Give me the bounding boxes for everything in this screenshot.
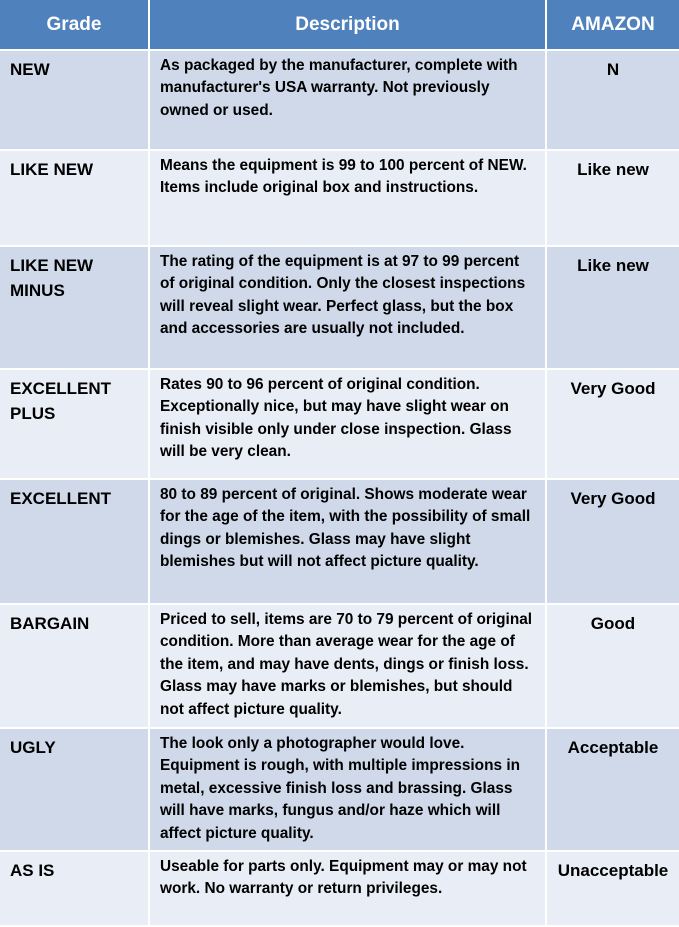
description-cell: The look only a photographer would love. Equipment is rough, with multiple impressions in metal, excessive finish loss and brassing. Glass will have marks, fungus and/or haze which will affect picture quality. (150, 729, 547, 852)
description-cell: As packaged by the manufacturer, complete with manufacturer's USA warranty. Not previously owned or used. (150, 51, 547, 151)
description-cell: Rates 90 to 96 percent of original condition. Exceptionally nice, but may have slight wear on finish visible only under close inspection. Glass will be very clean. (150, 370, 547, 480)
grade-cell: LIKE NEW (0, 151, 150, 247)
description-cell: 80 to 89 percent of original. Shows moderate wear for the age of the item, with the possibility of small dings or blemishes. Glass may have slight blemishes but will not affect picture quality. (150, 480, 547, 605)
amazon-cell: Like new (547, 151, 679, 247)
description-cell: Means the equipment is 99 to 100 percent of NEW. Items include original box and instructions. (150, 151, 547, 247)
header-description: Description (150, 0, 547, 51)
description-cell: Useable for parts only. Equipment may or may not work. No warranty or return privileges. (150, 852, 547, 927)
description-cell: Priced to sell, items are 70 to 79 percent of original condition. More than average wear for the age of the item, and may have dents, dings or finish loss. Glass may have marks or blemishes, but should not affect picture quality. (150, 605, 547, 729)
description-cell: The rating of the equipment is at 97 to 99 percent of original condition. Only the closest inspections will reveal slight wear. Perfect glass, but the box and accessories are usually not included. (150, 247, 547, 370)
amazon-cell: Acceptable (547, 729, 679, 852)
amazon-cell: Very Good (547, 370, 679, 480)
amazon-cell: Very Good (547, 480, 679, 605)
grade-cell: LIKE NEW MINUS (0, 247, 150, 370)
amazon-cell: Unacceptable (547, 852, 679, 927)
grade-cell: BARGAIN (0, 605, 150, 729)
grade-cell: EXCELLENT PLUS (0, 370, 150, 480)
amazon-cell: Good (547, 605, 679, 729)
amazon-cell: N (547, 51, 679, 151)
grade-cell: AS IS (0, 852, 150, 927)
header-grade: Grade (0, 0, 150, 51)
grade-cell: EXCELLENT (0, 480, 150, 605)
grade-cell: NEW (0, 51, 150, 151)
amazon-cell: Like new (547, 247, 679, 370)
header-amazon: AMAZON (547, 0, 679, 51)
grade-cell: UGLY (0, 729, 150, 852)
